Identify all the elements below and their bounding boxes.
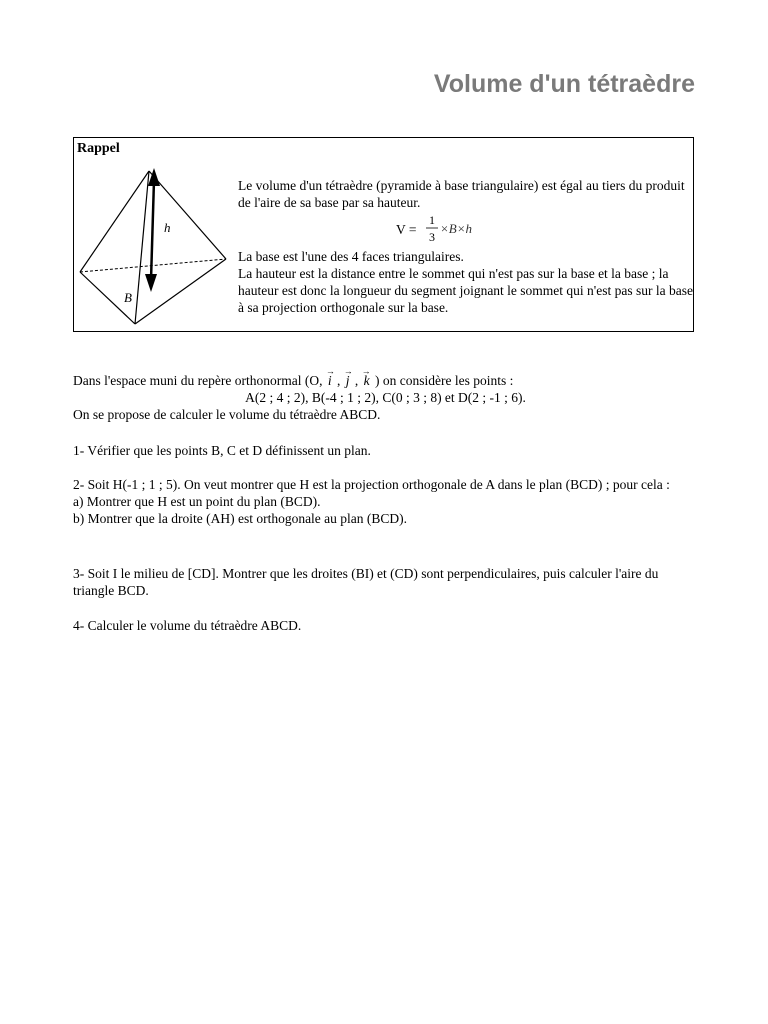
points-list: A(2 ; 4 ; 2), B(-4 ; 1 ; 2), C(0 ; 3 ; 8) et D(2 ; -1 ; 6).	[245, 390, 526, 405]
height-arrow-top	[148, 168, 160, 186]
question-3: 3- Soit I le milieu de [CD]. Montrer que les droites (BI) et (CD) sont perpendiculaires, puis calculer l'aire du triangle BCD.	[73, 566, 659, 598]
question-2b: b) Montrer que la droite (AH) est orthogonale au plan (BCD).	[73, 511, 408, 526]
vector-k: → k	[362, 372, 372, 389]
vector-i: → i	[326, 372, 334, 389]
rappel-box	[73, 137, 694, 332]
edge-right-bottom	[135, 259, 226, 324]
tetrahedron-figure	[78, 162, 228, 328]
rappel-base-text: La base est l'une des 4 faces triangulaires.	[238, 249, 464, 264]
base-label: B	[124, 290, 132, 305]
question-2-stem: 2- Soit H(-1 ; 1 ; 5). On veut montrer que H est la projection orthogonale de A dans le plan (BCD) ; pour cela :	[73, 477, 670, 492]
volume-formula	[396, 212, 516, 246]
question-2	[73, 476, 698, 527]
edge-apex-bottom	[135, 171, 149, 324]
edge-apex-left	[80, 171, 149, 272]
intro-paragraph	[73, 372, 698, 423]
goal-line: On se propose de calculer le volume du tétraèdre ABCD.	[73, 407, 381, 422]
height-line	[151, 180, 154, 280]
edge-apex-right	[149, 171, 226, 259]
formula-denominator: 3	[429, 230, 435, 244]
question-1: 1- Vérifier que les points B, C et D définissent un plan.	[73, 443, 371, 458]
page-title: Volume d'un tétraèdre	[433, 70, 695, 98]
question-4: 4- Calculer le volume du tétraèdre ABCD.	[73, 618, 302, 633]
formula-rhs: ×B×h	[440, 221, 472, 236]
edge-left-right-hidden	[80, 259, 226, 272]
intro-line: Dans l'espace muni du repère orthonormal (O, → i , → j , → k ) on considère les points :	[73, 372, 698, 389]
rappel-explanation	[238, 248, 693, 316]
rappel-label: Rappel	[77, 141, 120, 156]
height-label: h	[164, 220, 171, 235]
vector-j: → j	[344, 372, 352, 389]
formula-lhs: V =	[396, 222, 417, 237]
height-arrow-bottom	[145, 274, 157, 292]
question-2a: a) Montrer que H est un point du plan (BCD).	[73, 494, 321, 509]
rappel-definition: Le volume d'un tétraèdre (pyramide à base triangulaire) est égal au tiers du produit de l'aire de sa base par sa hauteur.	[238, 178, 685, 210]
formula-numerator: 1	[429, 213, 435, 227]
rappel-height-text: La hauteur est la distance entre le sommet qui n'est pas sur la base et la base ; la hauteur est donc la longueur du segment joignant le sommet qui n'est pas sur la base à sa projection orthogonale sur la base.	[238, 266, 693, 315]
